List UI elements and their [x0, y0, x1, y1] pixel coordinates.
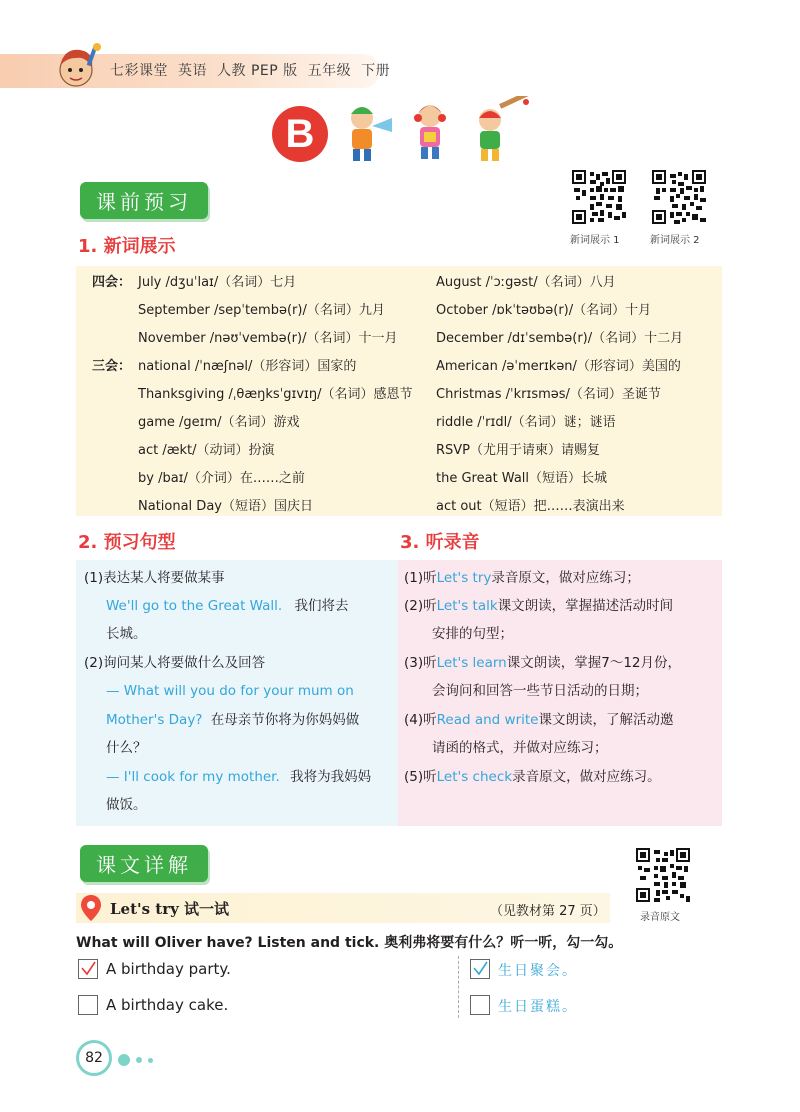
vocab-word: October /ɒkˈtəʊbə(r)/（名词）十月: [436, 303, 652, 318]
vocab-word: act out（短语）把……表演出来: [436, 499, 625, 514]
decorative-dot: [148, 1058, 153, 1063]
sentence-heading: 2. 预习句型: [78, 532, 176, 553]
listen-heading: 3. 听录音: [400, 532, 480, 553]
vocab-word: the Great Wall（短语）长城: [436, 471, 608, 486]
checkmark-icon: [471, 960, 489, 978]
vocab-word: Thanksgiving /ˌθæŋksˈgɪvɪŋ/（名词）感恩节: [138, 387, 413, 402]
decorative-dot: [136, 1057, 142, 1063]
sentence-chinese: 长城。: [106, 626, 147, 642]
kids-illustration-icon: [340, 96, 540, 166]
sentence-box: [76, 560, 398, 826]
option-checkbox[interactable]: [78, 995, 98, 1015]
sentence-chinese: 我将为我妈妈: [290, 769, 372, 785]
series-name: 七彩课堂: [110, 63, 168, 79]
part-letter-badge: B: [272, 106, 328, 162]
option-checkbox[interactable]: [470, 959, 490, 979]
listen-item: (3)听Let's learn课文朗读，掌握7～12月份，: [404, 655, 682, 671]
lets-try-title: Let's try 试一试: [110, 900, 230, 918]
vocab-word: November /nəʊˈvembə(r)/（名词）十一月: [138, 331, 398, 346]
exercise-question: What will Oliver have? Listen and tick. 奥利弗将要有什么？听一听，勾一勾。: [76, 935, 623, 951]
option-english: A birthday cake.: [106, 996, 229, 1014]
vocab-word: game /geɪm/（名词）游戏: [138, 415, 300, 430]
vocab-word: act /ækt/（动词）扮演: [138, 443, 275, 458]
edition-name: 人教 PEP 版: [217, 63, 298, 79]
vocab-word: national /ˈnæʃnəl/（形容词）国家的: [138, 359, 357, 374]
listen-item-cont: 会询问和回答一些节日活动的日期；: [432, 683, 648, 699]
four-skill-label: 四会：: [92, 275, 132, 290]
vocab-word: August /ˈɔːgəst/（名词）八月: [436, 275, 616, 290]
vocab-word: July /dʒuˈlaɪ/（名词）七月: [138, 275, 297, 290]
header-title: [110, 60, 400, 80]
option-checkbox[interactable]: [78, 959, 98, 979]
vocab-word: by /baɪ/（介词）在……之前: [138, 471, 305, 486]
qr-label: 录音原文: [640, 912, 680, 923]
vocab-word: riddle /ˈrɪdl/（名词）谜；谜语: [436, 415, 616, 430]
option-checkbox[interactable]: [470, 995, 490, 1015]
vocab-word: RSVP（尤用于请柬）请赐复: [436, 443, 601, 458]
location-pin-icon: [80, 894, 102, 922]
sentence-english: — I'll cook for my mother.: [106, 769, 280, 785]
vocab-word: September /sepˈtembə(r)/（名词）九月: [138, 303, 385, 318]
listen-box: [398, 560, 722, 826]
option-english: A birthday party.: [106, 960, 231, 978]
mascot-icon: [50, 40, 106, 96]
listen-item: (1)听Let's try录音原文，做对应练习；: [404, 570, 640, 586]
vocab-word: American /əˈmerɪkən/（形容词）美国的: [436, 359, 681, 374]
sentence-english: — What will you do for your mum on: [106, 683, 354, 699]
vocab-word: Christmas /ˈkrɪsməs/（名词）圣诞节: [436, 387, 661, 402]
sentence-chinese: 做饭。: [106, 797, 147, 813]
grade-name: 五年级: [307, 63, 352, 79]
qr-code-icon[interactable]: [572, 170, 626, 224]
option-chinese: 生日聚会。: [498, 963, 578, 979]
sentence-english: Mother's Day?: [106, 712, 203, 728]
qr-code-icon[interactable]: [636, 848, 690, 902]
preview-section-title: 课前预习: [80, 182, 208, 219]
option-chinese: 生日蛋糕。: [498, 999, 578, 1015]
checkmark-icon: [79, 960, 97, 978]
subject-name: 英语: [178, 63, 207, 79]
sentence-chinese: 在母亲节你将为你妈妈做: [210, 712, 360, 728]
page-number: 82: [76, 1040, 112, 1076]
listen-item: (5)听Let's check录音原文，做对应练习。: [404, 769, 661, 785]
listen-item-cont: 安排的句型；: [432, 626, 513, 642]
divider: [458, 956, 459, 1018]
listen-item: (2)听Let's talk课文朗读，掌握描述活动时间: [404, 598, 674, 614]
qr-label: 新词展示 2: [650, 235, 700, 246]
decorative-dot: [118, 1054, 130, 1066]
sentence-item-title: (2)询问某人将要做什么及回答: [84, 655, 266, 671]
sentence-item-title: (1)表达某人将要做某事: [84, 570, 225, 586]
vocab-word: National Day（短语）国庆日: [138, 499, 313, 514]
qr-code-icon[interactable]: [652, 170, 706, 224]
lesson-section-title: 课文详解: [80, 845, 208, 882]
three-skill-label: 三会：: [92, 359, 132, 374]
qr-label: 新词展示 1: [570, 235, 620, 246]
textbook-page-ref: （见教材第 27 页）: [490, 904, 606, 919]
sentence-chinese: 我们将去: [294, 598, 349, 614]
volume-name: 下册: [361, 63, 391, 79]
vocab-word: December /dɪˈsembə(r)/（名词）十二月: [436, 331, 684, 346]
listen-item: (4)听Read and write课文朗读，了解活动邀: [404, 712, 674, 728]
vocab-heading: 1. 新词展示: [78, 236, 176, 257]
listen-item-cont: 请函的格式，并做对应练习；: [432, 740, 608, 756]
sentence-english: We'll go to the Great Wall.: [106, 598, 283, 614]
sentence-chinese: 什么？: [106, 740, 147, 756]
